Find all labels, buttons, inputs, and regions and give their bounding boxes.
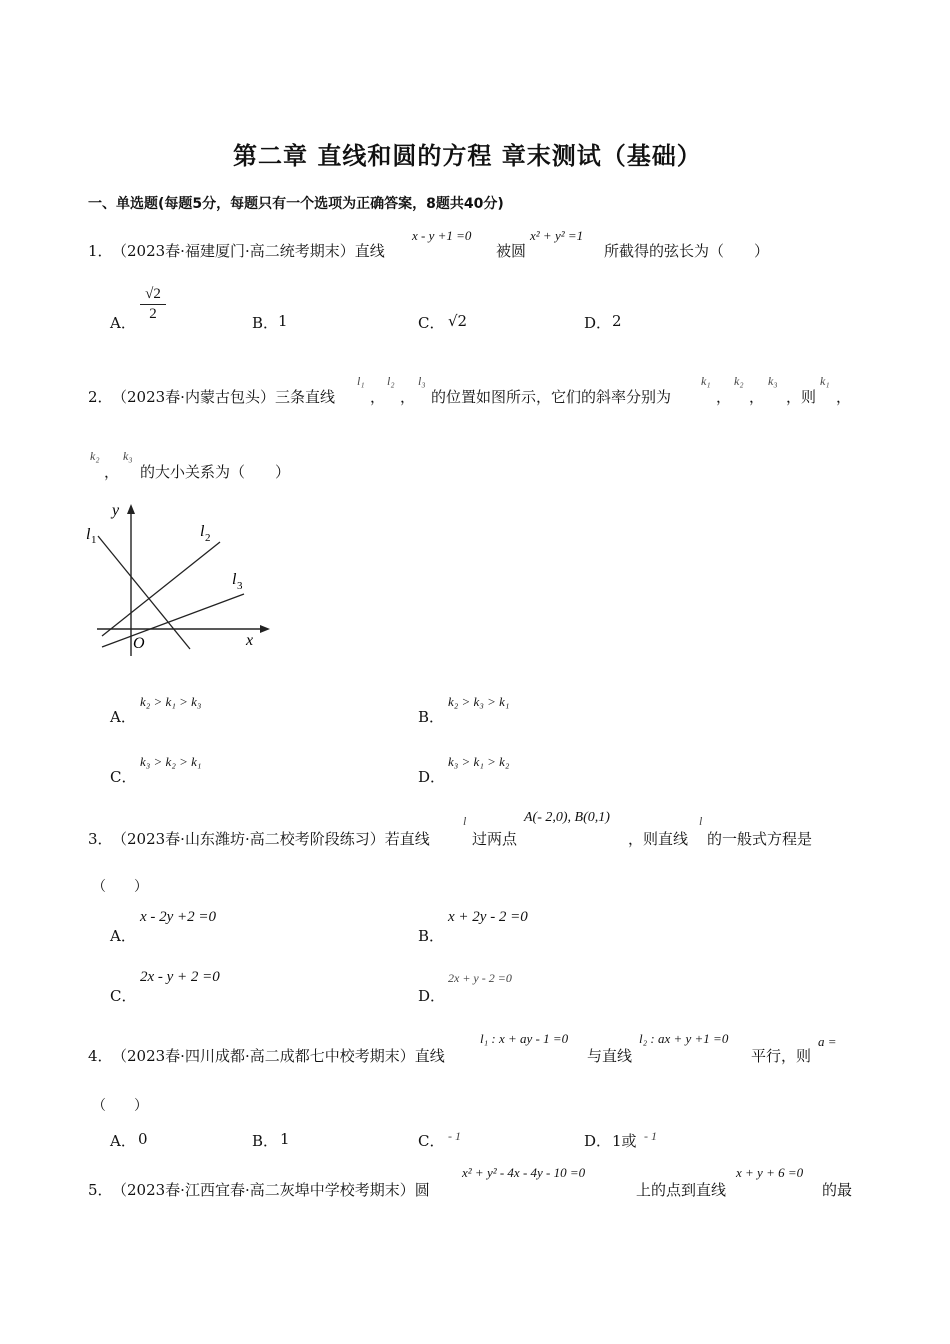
question-text: 的最 (822, 1181, 853, 1199)
question-text: 的大小关系为（ ） (140, 463, 291, 481)
question-number: 3． (88, 830, 113, 848)
question-text: 所截得的弦长为（ ） (604, 242, 770, 260)
question-number: 5． (88, 1181, 113, 1199)
question-number: 1． (88, 242, 113, 260)
option-c-value: k₃ > k₂ > k₁ (140, 754, 202, 769)
answer-paren: （ ） (92, 879, 148, 895)
lines-figure (80, 496, 270, 662)
option-d-label: D． (418, 987, 446, 1005)
fraction-denominator: 2 (149, 306, 157, 322)
equation-l1: l₁ : x + ay - 1 =0 (480, 1031, 569, 1046)
separator: ， (716, 388, 732, 406)
option-c-label: C． (418, 314, 445, 332)
option-d-label: D． (584, 314, 612, 332)
slope-label: k₂ (734, 374, 744, 388)
separator: ， (104, 463, 120, 481)
equation: x - y +1 =0 (412, 228, 472, 243)
option-c-label: C． (418, 1132, 445, 1150)
question-number: 2． (88, 388, 113, 406)
line-equation: x + y + 6 =0 (736, 1165, 804, 1180)
option-d-value: 2x + y - 2 =0 (448, 971, 512, 985)
separator: ， (749, 388, 765, 406)
answer-paren: （ ） (92, 1098, 148, 1114)
page-title: 第二章 直线和圆的方程 章末测试（基础） (233, 142, 702, 170)
question-text: 与直线 (587, 1047, 633, 1065)
question-text: ，则 (786, 388, 817, 406)
line-label: l₃ (418, 374, 426, 388)
option-a-label: A． (110, 927, 136, 945)
line-label: l (699, 814, 703, 828)
option-a-label: A． (110, 708, 136, 726)
variable-a: a = (818, 1034, 837, 1049)
option-c-value: √2 (448, 312, 468, 330)
fraction-numerator: √2 (145, 286, 161, 302)
section-header: 一、单选题(每题5分，每题只有一个选项为正确答案，8题共40分) (88, 196, 504, 212)
slope-label: k₁ (820, 374, 830, 388)
option-d-label: D． (584, 1132, 612, 1150)
option-c-value: 2x - y + 2 =0 (140, 969, 220, 985)
option-a-label: A． (110, 314, 136, 332)
option-a-label: A． (110, 1132, 136, 1150)
fraction-bar (140, 304, 166, 305)
l1-subscript: 1 (91, 534, 97, 546)
line-l2 (102, 542, 220, 636)
l3-label: l (232, 571, 237, 588)
y-axis-label: y (112, 502, 120, 519)
circle-equation: x² + y² - 4x - 4y - 10 =0 (462, 1165, 586, 1180)
question-source: （2023春·福建厦门·高二统考期末）直线 (112, 242, 385, 260)
line-label: l₂ (387, 374, 395, 388)
y-axis-arrow (127, 504, 135, 514)
separator: ， (836, 388, 852, 406)
question-text: 过两点 (472, 830, 518, 848)
x-axis-label: x (246, 632, 254, 649)
question-number: 4． (88, 1047, 113, 1065)
option-c-label: C． (110, 768, 137, 786)
option-a-value: k₂ > k₁ > k₃ (140, 694, 202, 709)
l1-label: l (86, 526, 91, 543)
option-a-value: 0 (138, 1130, 148, 1148)
question-text: ，则直线 (628, 830, 689, 848)
separator: ， (370, 388, 386, 406)
slope-label: k₃ (123, 449, 133, 463)
question-text: 的位置如图所示，它们的斜率分别为 (431, 388, 672, 406)
option-c-value: - 1 (448, 1129, 461, 1143)
option-d-label: D． (418, 768, 446, 786)
option-d-value: k₃ > k₁ > k₂ (448, 754, 510, 769)
option-b-label: B． (252, 1132, 279, 1150)
option-b-value: 1 (280, 1130, 290, 1148)
separator: ， (400, 388, 416, 406)
points: A(- 2,0), B(0,1) (524, 810, 610, 825)
slope-label: k₂ (90, 449, 100, 463)
option-d-value: 1或 (612, 1132, 637, 1150)
option-d-value-2: - 1 (644, 1129, 657, 1143)
slope-label: k₃ (768, 374, 778, 388)
option-c-label: C． (110, 987, 137, 1005)
option-b-label: B． (252, 314, 279, 332)
line-label: l₁ (357, 374, 365, 388)
origin-label: O (133, 635, 145, 652)
question-text: 上的点到直线 (636, 1181, 727, 1199)
equation: x² + y² =1 (530, 228, 584, 243)
question-source: （2023春·四川成都·高二成都七中校考期末）直线 (112, 1047, 445, 1065)
slope-label: k₁ (701, 374, 711, 388)
option-b-value: 1 (278, 312, 288, 330)
l2-subscript: 2 (205, 532, 211, 544)
l2-label: l (200, 523, 205, 540)
option-d-value: 2 (612, 312, 622, 330)
option-a-fraction (140, 286, 166, 323)
option-b-label: B． (418, 927, 445, 945)
l3-subscript: 3 (237, 580, 243, 592)
question-text: 平行，则 (751, 1047, 812, 1065)
line-l1 (98, 536, 190, 649)
question-source: （2023春·山东潍坊·高二校考阶段练习）若直线 (112, 830, 430, 848)
question-text: 被圆 (496, 242, 527, 260)
x-axis-arrow (260, 625, 270, 633)
line-label: l (463, 814, 467, 828)
equation-l2: l₂ : ax + y +1 =0 (639, 1031, 729, 1046)
question-source: （2023春·江西宜春·高二灰埠中学校考期末）圆 (112, 1181, 430, 1199)
line-l3 (102, 594, 244, 647)
question-text: 的一般式方程是 (707, 830, 813, 848)
option-b-value: x + 2y - 2 =0 (448, 909, 528, 925)
option-a-value: x - 2y +2 =0 (140, 909, 217, 925)
option-b-value: k₂ > k₃ > k₁ (448, 694, 510, 709)
question-source: （2023春·内蒙古包头）三条直线 (112, 388, 335, 406)
option-b-label: B． (418, 708, 445, 726)
